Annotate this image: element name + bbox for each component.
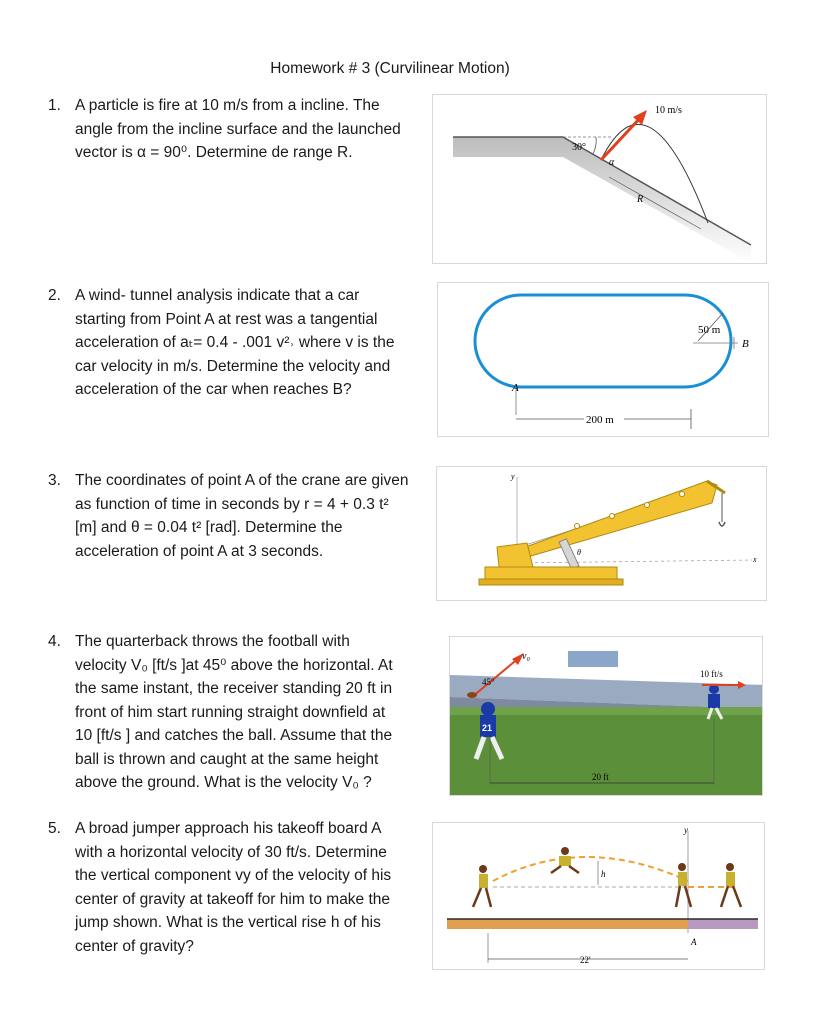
distance-label: 20 ft: [592, 772, 609, 782]
velocity-arrow: [601, 117, 641, 160]
problem-1: [48, 94, 428, 165]
crane-pivot: [497, 543, 533, 567]
figure-incline: [432, 94, 767, 264]
problem-5: [48, 817, 428, 958]
scoreboard: [568, 651, 618, 667]
jumper-runup: [721, 863, 741, 907]
x-label: x: [753, 555, 757, 564]
alpha-label: α: [609, 157, 615, 168]
problem-number: 3.: [48, 472, 61, 489]
h-label: h: [601, 869, 606, 879]
point-b-label: B: [742, 338, 749, 350]
problem-number: 2.: [48, 287, 61, 304]
speed-label: 10 m/s: [655, 105, 682, 116]
theta-label: θ: [577, 548, 581, 557]
problem-number: 1.: [48, 97, 61, 114]
problem-text: The quarterback throws the football with velocity V₀ [ft/s ]at 45⁰ above the horizontal. At the same instant, the receiver standing 20 ft in front of him start running straight downfield at 10 [ft/s ] and catches the ball. Assume that the ball is thrown and caught at the same height above the ground. What is the velocity V₀ ?: [75, 633, 393, 791]
radius-label: 50 m: [698, 324, 721, 336]
problem-text: A particle is fire at 10 m/s from a incline. The angle from the incline surface and the launched vector is α = 90⁰. Determine de range R.: [75, 97, 401, 161]
angle-label: 45°: [482, 677, 495, 687]
range-label: R: [637, 194, 644, 205]
jump-trajectory: [493, 857, 688, 881]
problem-3: [48, 469, 428, 563]
football: [467, 692, 477, 698]
y-label: y: [684, 825, 688, 835]
jersey-number: 21: [482, 723, 493, 733]
angle-label: 30°: [572, 142, 586, 153]
range-dimension: [609, 177, 701, 229]
problem-number: 5.: [48, 820, 61, 837]
problem-text: A wind- tunnel analysis indicate that a car starting from Point A at rest was a tangential acceleration of aₜ= 0.4 - .001 v²˒ where v is the car velocity in m/s. Determine the velocity and acceleration of the car when reaches B?: [75, 287, 395, 398]
track-loop: [475, 295, 731, 387]
figure-football: [449, 636, 763, 796]
length-label: 200 m: [586, 414, 614, 426]
hook: [719, 522, 725, 526]
figure-track: [437, 282, 769, 437]
figure-long-jump: [432, 822, 765, 970]
sand-pit: [447, 919, 688, 929]
angle-arc: [593, 137, 596, 154]
incline-surface: [453, 137, 751, 263]
qb-helmet: [481, 702, 495, 716]
board-label: A: [691, 937, 697, 947]
distance-label: 22': [580, 955, 591, 965]
problem-number: 4.: [48, 633, 61, 650]
problem-text: A broad jumper approach his takeoff board A with a horizontal velocity of 30 ft/s. Determine the vertical component vy of the velocity of his center of gravity at takeoff for him to make the jump shown. What is the vertical rise h of his center of gravity?: [75, 820, 392, 955]
problem-text: The coordinates of point A of the crane are given as function of time in seconds by r = 4 + 0.3 t² [m] and θ = 0.04 t² [rad]. Determine the acceleration of point A at 3 seconds.: [75, 472, 409, 560]
jumper-left: [473, 865, 491, 907]
v0-label: v₀: [522, 651, 530, 662]
figure-crane: [436, 466, 767, 601]
point-a-label: A: [512, 382, 519, 394]
crane-footing: [479, 579, 623, 585]
crane-boom: [507, 481, 717, 563]
crane-base: [485, 567, 617, 579]
y-label: y: [511, 472, 515, 481]
jumper-right: [676, 863, 691, 907]
page-title: Homework # 3 (Curvilinear Motion): [270, 60, 510, 77]
runway: [688, 919, 758, 929]
x-axis: [517, 560, 752, 563]
problem-2: [48, 284, 428, 402]
problem-4: [48, 630, 428, 795]
receiver-speed-label: 10 ft/s: [700, 669, 723, 679]
